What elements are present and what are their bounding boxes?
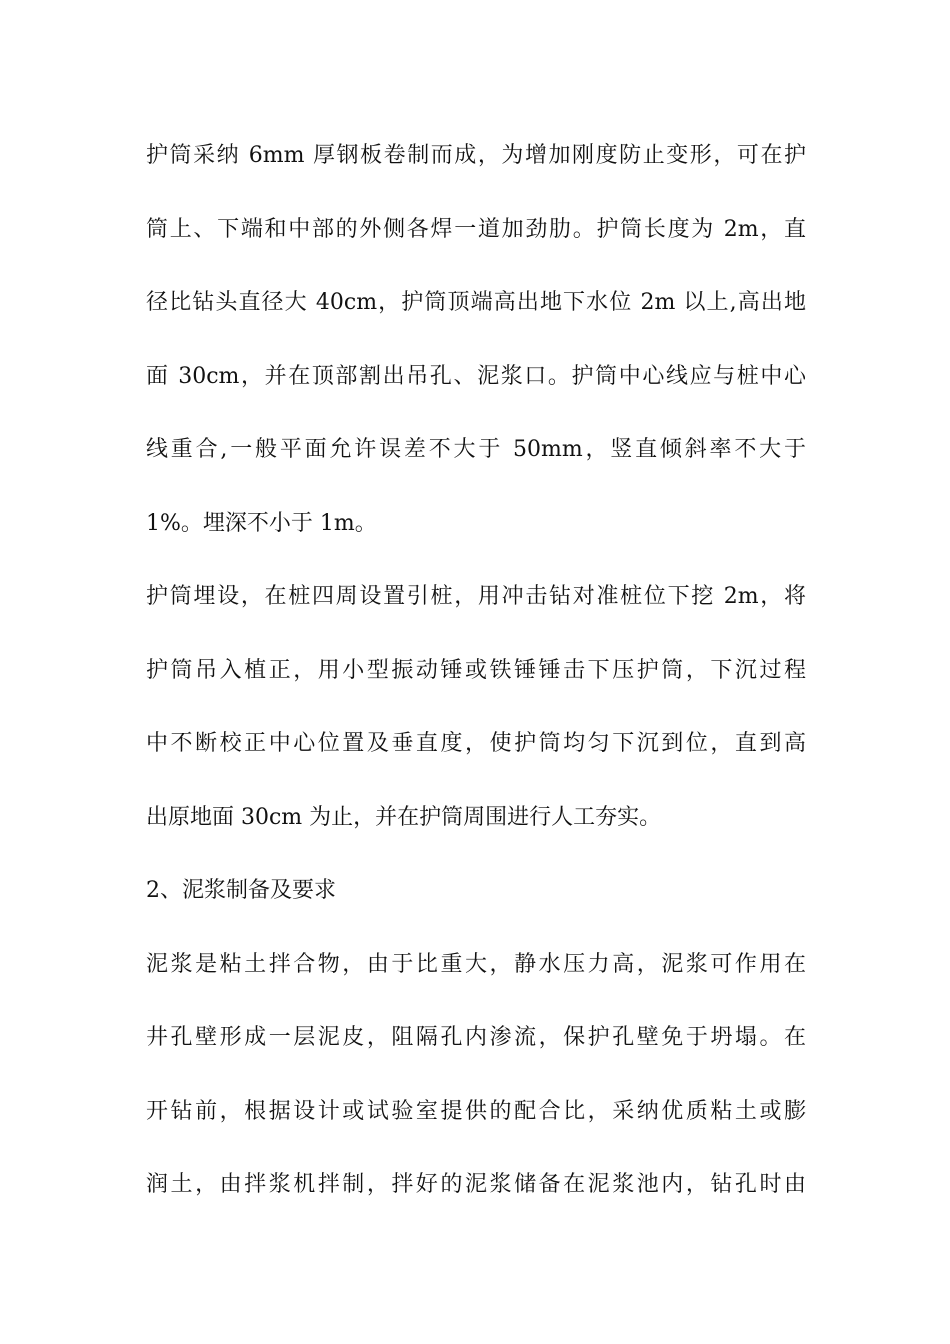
text-line: 泥浆是粘土拌合物，由于比重大，静水压力高，泥浆可作用在 bbox=[146, 951, 806, 977]
text-line: 面 30cm，并在顶部割出吊孔、泥浆口。护筒中心线应与桩中心 bbox=[146, 363, 806, 389]
text-line: 润土，由拌浆机拌制，拌好的泥浆储备在泥浆池内，钻孔时由 bbox=[146, 1172, 806, 1197]
text-line: 井孔壁形成一层泥皮，阻隔孔内渗流，保护孔壁免于坍塌。在 bbox=[146, 1025, 806, 1050]
text-line: 开钻前，根据设计或试验室提供的配合比，采纳优质粘土或膨 bbox=[146, 1098, 806, 1124]
text-line: 护筒埋设，在桩四周设置引桩，用冲击钻对准桩位下挖 2m，将 bbox=[146, 584, 806, 609]
text-line: 护筒吊入植正，用小型振动锤或铁锤锤击下压护筒，下沉过程 bbox=[146, 657, 806, 683]
text-line: 筒上、下端和中部的外侧各焊一道加劲肋。护筒长度为 2m，直 bbox=[146, 216, 806, 242]
text-line: 径比钻头直径大 40cm，护筒顶端高出地下水位 2m 以上,高出地 bbox=[146, 290, 806, 315]
section-heading: 2、泥浆制备及要求 bbox=[146, 878, 336, 903]
text-line: 出原地面 30cm 为止，并在护筒周围进行人工夯实。 bbox=[146, 804, 662, 830]
text-line: 线重合,一般平面允许误差不大于 50mm，竖直倾斜率不大于 bbox=[146, 437, 806, 462]
text-line: 护筒采纳 6mm 厚钢板卷制而成，为增加刚度防止变形，可在护 bbox=[146, 143, 806, 168]
text-line: 中不断校正中心位置及垂直度，使护筒均匀下沉到位，直到高 bbox=[146, 731, 806, 756]
text-line: 1%。埋深不小于 1m。 bbox=[146, 510, 377, 536]
document-body bbox=[146, 130, 806, 1233]
